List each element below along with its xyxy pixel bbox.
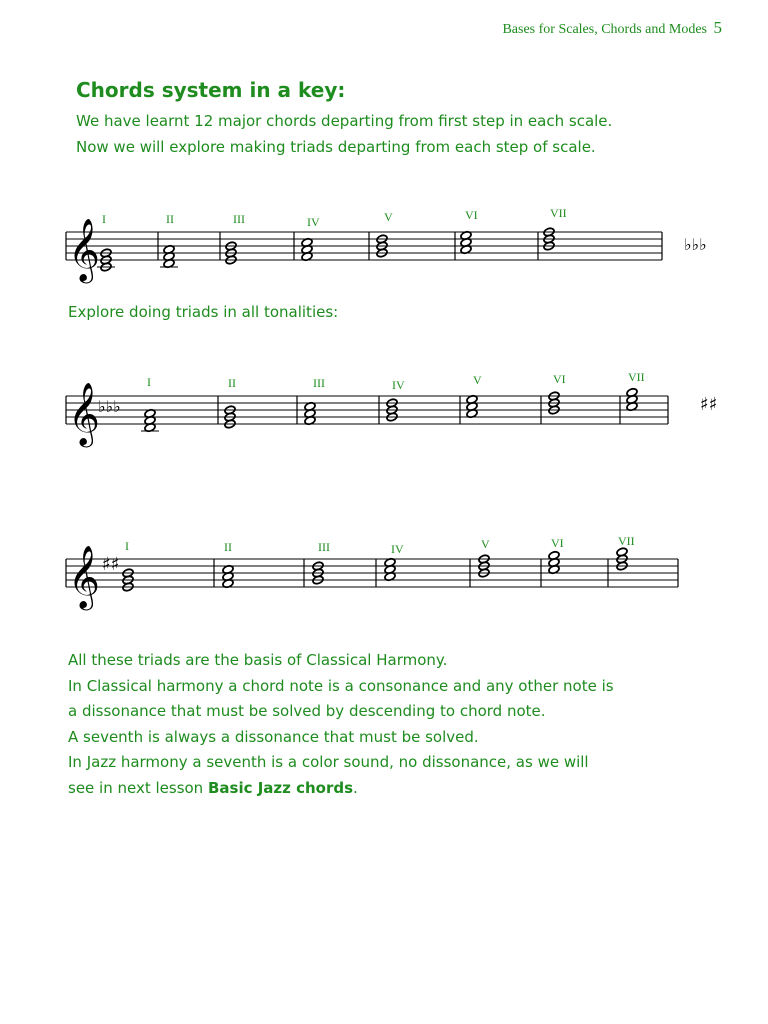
treble-clef-icon: 𝄞 [68,218,100,281]
degree-label: VII [618,534,635,548]
degree-label: II [166,212,174,226]
degree-label: II [224,540,232,554]
paragraph-line-1: All these triads are the basis of Classical Harmony. [68,651,448,669]
explore-heading: Explore doing triads in all tonalities: [68,303,339,321]
degree-label: I [125,539,129,553]
last-line-prefix: see in next lesson [68,778,208,797]
degree-label: VII [628,370,645,384]
flat-signs-icon: ♭♭♭ [684,235,707,254]
last-line-suffix: . [353,778,358,797]
degree-label: III [233,212,245,226]
harmony-paragraph [68,648,708,801]
degree-label: II [228,376,236,390]
treble-clef-icon: 𝄞 [68,382,100,445]
staff-1 [66,206,707,284]
degree-label: VI [465,208,478,222]
degree-label: I [147,375,151,389]
degree-label: IV [392,378,405,392]
paragraph-line-2: In Classical harmony a chord note is a consonance and any other note is [68,676,614,695]
degree-label: VI [553,372,566,386]
degree-label: V [473,373,482,387]
paragraph-line-5: In Jazz harmony a seventh is a color sound, no dissonance, as we will [68,753,589,771]
degree-label: VII [550,206,567,220]
paragraph-line-3: a dissonance that must be solved by descending to chord note. [68,702,546,720]
degree-label: V [481,537,490,551]
intro-line-2: Now we will explore making triads departing from each step of scale. [76,138,596,156]
basic-jazz-chords-link[interactable]: Basic Jazz chords [207,778,354,797]
degree-label: III [313,376,325,390]
degree-label: IV [307,215,320,229]
staff-3 [66,534,678,611]
key-signature-flats-icon: ♭♭♭ [98,397,121,416]
header-title: Bases for Scales, Chords and Modes [502,22,707,37]
degree-label: III [318,540,330,554]
page-number: 5 [713,18,722,37]
degree-label: I [102,212,106,226]
key-signature-sharps-icon: ♯♯ [102,554,120,575]
intro-line-1: We have learnt 12 major chords departing from first step in each scale. [76,112,613,130]
staff-2 [66,370,717,448]
section-title: Chords system in a key: [76,78,346,102]
sharp-signs-icon: ♯♯ [700,394,718,415]
treble-clef-icon: 𝄞 [68,545,100,608]
degree-label: V [384,210,393,224]
degree-label: IV [391,542,404,556]
degree-label: VI [551,536,564,550]
paragraph-line-4: A seventh is always a dissonance that must be solved. [68,727,479,746]
paragraph-line-6 [68,776,708,802]
